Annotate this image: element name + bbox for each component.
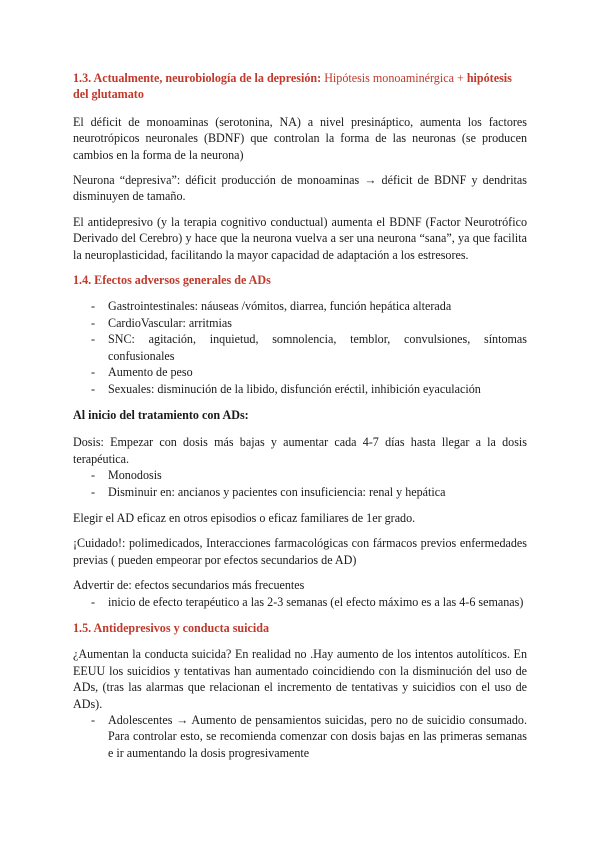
suicide-list <box>73 712 527 761</box>
paragraph: Dosis: Empezar con dosis más bajas y aumentar cada 4-7 días hasta llegar a la dosis terapéutica. <box>73 435 527 466</box>
paragraph: ¿Aumentan la conducta suicida? En realidad no .Hay aumento de los intentos autolíticos. En EEUU los suicidios y tentativas han aumentado coincidiendo con la disminución del uso de ADs, (tras las alarmas que relacionan el incremento de tentativas y suicidios con el uso de ADs). <box>73 647 527 711</box>
paragraph: Advertir de: efectos secundarios más frecuentes <box>73 578 305 593</box>
list-item: - Disminuir en: ancianos y pacientes con insuficiencia: renal y hepática <box>73 484 527 500</box>
list-item: - Monodosis <box>73 467 527 483</box>
paragraph: Neurona “depresiva”: déficit producción de monoaminas → déficit de BDNF y dendritas disminuyen de tamaño. <box>73 173 527 204</box>
list-item: - Aumento de peso <box>73 364 527 380</box>
section-heading-1-5: 1.5. Antidepresivos y conducta suicida <box>73 620 269 635</box>
paragraph: Elegir el AD eficaz en otros episodios o eficaz familiares de 1er grado. <box>73 510 416 525</box>
list-item: - SNC: agitación, inquietud, somnolencia, temblor, convulsiones, síntomas confusionales <box>73 331 527 364</box>
list-item: - CardioVascular: arritmias <box>73 315 527 331</box>
paragraph: ¡Cuidado!: polimedicados, Interacciones farmacológicas con fármacos previos enfermedades previas ( pueden empeorar por efectos secundarios de AD) <box>73 536 527 567</box>
section-number: 1.3. <box>73 71 92 85</box>
list-item: - Adolescentes → Aumento de pensamientos suicidas, pero no de suicidio consumado. Para controlar esto, se recomienda comenzar con dosis bajas en las primeras semanas e ir aumentando la dosis progresivamente <box>73 712 527 761</box>
list-item: - Sexuales: disminución de la libido, disfunción eréctil, inhibición eyaculación <box>73 381 527 397</box>
adverse-effects-list <box>73 298 527 396</box>
section-title-end: hipótesis del glutamato <box>73 71 512 102</box>
list-item: - inicio de efecto terapéutico a las 2-3 semanas (el efecto máximo es a las 4-6 semanas) <box>73 594 527 610</box>
dosis-list <box>73 467 527 500</box>
paragraph: El antidepresivo (y la terapia cognitivo conductual) aumenta el BDNF (Factor Neurotrófico Derivado del Cerebro) y hace que la neurona vuelva a ser una neurona “sana”, ya que facilita la neuroplasticidad, facilitando la mayor capacidad de adaptación a los estresores. <box>73 214 527 262</box>
section-title-light: Hipótesis monoaminérgica + <box>324 71 464 85</box>
section-heading-1-4: 1.4. Efectos adversos generales de ADs <box>73 273 271 288</box>
section-title-bold: Actualmente, neurobiología de la depresión: <box>93 71 322 85</box>
subheading: Al inicio del tratamiento con ADs: <box>73 407 249 422</box>
section-heading-1-3 <box>73 70 527 103</box>
document-page <box>73 70 527 771</box>
paragraph: El déficit de monoaminas (serotonina, NA) a nivel presináptico, aumenta los factores neurotrópicos neuronales (BDNF) que controlan la forma de las neuronas (se producen cambios en la forma de la neurona) <box>73 114 527 162</box>
advertir-list <box>73 594 527 610</box>
list-item: - Gastrointestinales: náuseas /vómitos, diarrea, función hepática alterada <box>73 298 527 314</box>
